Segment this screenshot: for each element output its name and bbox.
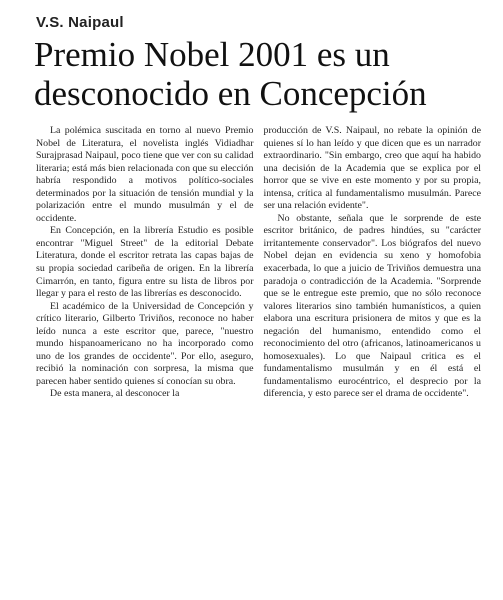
paragraph: El académico de la Universidad de Concepción y crítico literario, Gilberto Triviños, reconoce no haber leído nunca a este escritor que, parece, "nuestro mundo hispanoamericano no ha incorporado como uno de los grandes de occidente". Por ello, aseguro, recibió la nominación con sorpresa, la misma que parecen haber sentido quienes sí conocían su obra.: [36, 300, 254, 387]
article-body: [36, 125, 481, 401]
paragraph: En Concepción, en la librería Estudio es posible encontrar "Miguel Street" de la editorial Debate Literatura, donde el escritor retrata las capas bajas de su propia sociedad caribeña de origen. En la librería Cimarrón, en tanto, figura entre su lista de libros por llegar y para el resto de las librerías es desconocido.: [36, 225, 254, 300]
paragraph: No obstante, señala que le sorprende de este escritor británico, de padres hindúes, su "carácter irritantemente conservador". Los biógrafos del nuevo Nobel dejan en evidencia su xeno y homofobia exacerbada, lo que a juicio de Triviños demuestra una paradoja o contradicción de la Academia. "Sorprende que se le entregue este premio, que no sólo reconoce valores literarios sino también humanísticos, a quien elabora una escritura prisionera de mitos y que es la negación del humanismo, entendido como el reconocimiento del otro (africanos, latinoamericanos u homosexuales). Lo que Naipaul critica es el fundamentalismo musulmán y en él está el fundamentalismo eurocéntrico, el desprecio por la diferencia, y esto parece ser el drama de occidente".: [263, 212, 481, 400]
article-kicker: V.S. Naipaul: [36, 14, 124, 31]
article-column-left: [36, 125, 254, 401]
article-headline: Premio Nobel 2001 es un desconocido en Concepción: [34, 35, 427, 113]
paragraph: La polémica suscitada en torno al nuevo Premio Nobel de Literatura, el novelista inglés Vidiadhar Surajprasad Naipaul, poco tiene que ver con su calidad literaria; está más bien relacionada con que su elección habría respondido a motivos político-sociales determinados por la situación de tensión mundial y la polarización entre el mundo musulmán y el de occidente.: [36, 125, 254, 224]
article-column-right: [264, 125, 482, 401]
paragraph-continued: producción de V.S. Naipaul, no rebate la opinión de quienes sí lo han leído y que dicen que es un narrador extraordinario. "Sin embargo, creo que aquí ha habido una decisión de la Academia que se explica por el horror que se vive en este momento y por su propia, intensa, crítica al fundamentalismo musulmán. Parece ser una relación evidente".: [263, 125, 481, 212]
paragraph: De esta manera, al desconocer la: [50, 388, 180, 400]
